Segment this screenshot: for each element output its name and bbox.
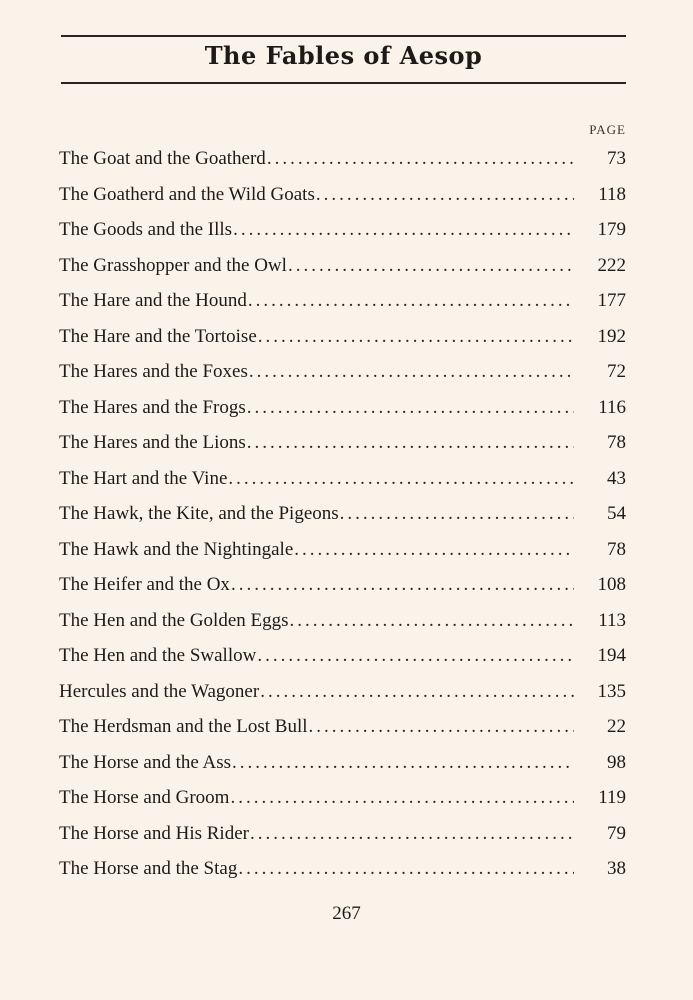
dot-leader bbox=[258, 319, 574, 355]
toc-entry bbox=[59, 390, 626, 426]
toc-entry-page: 113 bbox=[598, 609, 626, 631]
toc-entry-page: 194 bbox=[597, 645, 626, 666]
toc-entry-page: 78 bbox=[607, 538, 626, 560]
toc-entry bbox=[59, 319, 626, 355]
dot-leader bbox=[340, 496, 574, 532]
toc-entry-title: The Grasshopper and the Owl bbox=[59, 254, 287, 276]
toc-entry-title: The Goatherd and the Wild Goats bbox=[59, 183, 315, 205]
toc-entry bbox=[59, 638, 626, 674]
header-top-rule bbox=[61, 35, 626, 37]
dot-leader bbox=[231, 567, 574, 603]
toc-entry-page: 177 bbox=[597, 290, 626, 311]
toc-entry bbox=[59, 461, 626, 497]
dot-leader bbox=[250, 816, 574, 852]
page-column-label: PAGE bbox=[589, 122, 626, 137]
toc-entry bbox=[59, 780, 626, 816]
header-bottom-rule bbox=[61, 82, 626, 84]
toc-entry-title: The Goat and the Goatherd bbox=[59, 148, 266, 169]
dot-leader bbox=[247, 425, 574, 461]
toc-entry bbox=[59, 851, 626, 887]
toc-entry-page: 98 bbox=[607, 751, 626, 773]
table-of-contents bbox=[59, 141, 626, 887]
toc-entry bbox=[59, 567, 626, 603]
dot-leader bbox=[260, 674, 574, 710]
toc-entry bbox=[59, 496, 626, 532]
dot-leader bbox=[249, 354, 574, 390]
toc-entry-page: 119 bbox=[598, 787, 626, 808]
toc-entry bbox=[59, 212, 626, 248]
toc-entry bbox=[59, 425, 626, 461]
toc-entry-page: 135 bbox=[597, 680, 626, 702]
toc-entry-page: 116 bbox=[598, 396, 626, 418]
toc-entry-title: The Herdsman and the Lost Bull bbox=[59, 716, 308, 737]
toc-entry bbox=[59, 709, 626, 745]
dot-leader bbox=[290, 603, 574, 639]
toc-entry-title: Hercules and the Wagoner bbox=[59, 680, 260, 702]
toc-entry-title: The Hares and the Foxes bbox=[59, 361, 248, 382]
toc-entry-title: The Heifer and the Ox bbox=[59, 574, 230, 595]
toc-entry-title: The Hen and the Swallow bbox=[59, 645, 257, 666]
toc-entry bbox=[59, 141, 626, 177]
toc-entry-page: 38 bbox=[607, 858, 626, 879]
toc-entry-page: 179 bbox=[597, 219, 626, 240]
dot-leader bbox=[228, 461, 574, 497]
dot-leader bbox=[247, 390, 574, 426]
dot-leader bbox=[232, 745, 574, 781]
toc-entry-title: The Horse and His Rider bbox=[59, 822, 249, 844]
page-number: 267 bbox=[332, 903, 361, 924]
toc-entry-page: 43 bbox=[607, 467, 626, 489]
toc-entry-title: The Hare and the Hound bbox=[59, 290, 247, 311]
dot-leader bbox=[294, 532, 574, 568]
toc-entry bbox=[59, 248, 626, 284]
toc-entry bbox=[59, 745, 626, 781]
dot-leader bbox=[248, 283, 574, 319]
toc-entry-title: The Goods and the Ills bbox=[59, 219, 233, 240]
toc-entry-page: 118 bbox=[598, 183, 626, 205]
toc-entry-title: The Hen and the Golden Eggs bbox=[59, 609, 289, 631]
dot-leader bbox=[288, 248, 574, 284]
toc-entry bbox=[59, 674, 626, 710]
dot-leader bbox=[238, 851, 574, 887]
toc-entry-page: 22 bbox=[607, 716, 626, 737]
toc-entry bbox=[59, 177, 626, 213]
toc-entry-page: 222 bbox=[597, 254, 626, 276]
toc-entry-title: The Hares and the Lions bbox=[59, 432, 246, 453]
toc-entry-page: 72 bbox=[607, 361, 626, 382]
toc-entry-page: 79 bbox=[607, 822, 626, 844]
toc-entry-title: The Horse and Groom bbox=[59, 787, 230, 808]
toc-entry-page: 54 bbox=[607, 503, 626, 524]
toc-entry bbox=[59, 816, 626, 852]
dot-leader bbox=[309, 709, 574, 745]
toc-entry bbox=[59, 532, 626, 568]
toc-entry bbox=[59, 354, 626, 390]
dot-leader bbox=[267, 141, 574, 177]
dot-leader bbox=[233, 212, 574, 248]
toc-entry bbox=[59, 283, 626, 319]
toc-entry-title: The Hawk and the Nightingale bbox=[59, 538, 294, 560]
toc-entry-title: The Hart and the Vine bbox=[59, 467, 228, 489]
toc-entry-page: 192 bbox=[597, 325, 626, 347]
toc-entry-title: The Horse and the Stag bbox=[59, 858, 238, 879]
toc-entry-page: 78 bbox=[607, 432, 626, 453]
dot-leader bbox=[230, 780, 574, 816]
toc-entry-page: 108 bbox=[597, 574, 626, 595]
dot-leader bbox=[257, 638, 574, 674]
toc-entry-title: The Horse and the Ass bbox=[59, 751, 232, 773]
toc-entry-page: 73 bbox=[607, 148, 626, 169]
dot-leader bbox=[316, 177, 574, 213]
toc-entry-title: The Hares and the Frogs bbox=[59, 396, 246, 418]
toc-entry-title: The Hare and the Tortoise bbox=[59, 325, 257, 347]
running-header-title: The Fables of Aesop bbox=[204, 41, 483, 70]
toc-entry bbox=[59, 603, 626, 639]
toc-entry-title: The Hawk, the Kite, and the Pigeons bbox=[59, 503, 339, 524]
